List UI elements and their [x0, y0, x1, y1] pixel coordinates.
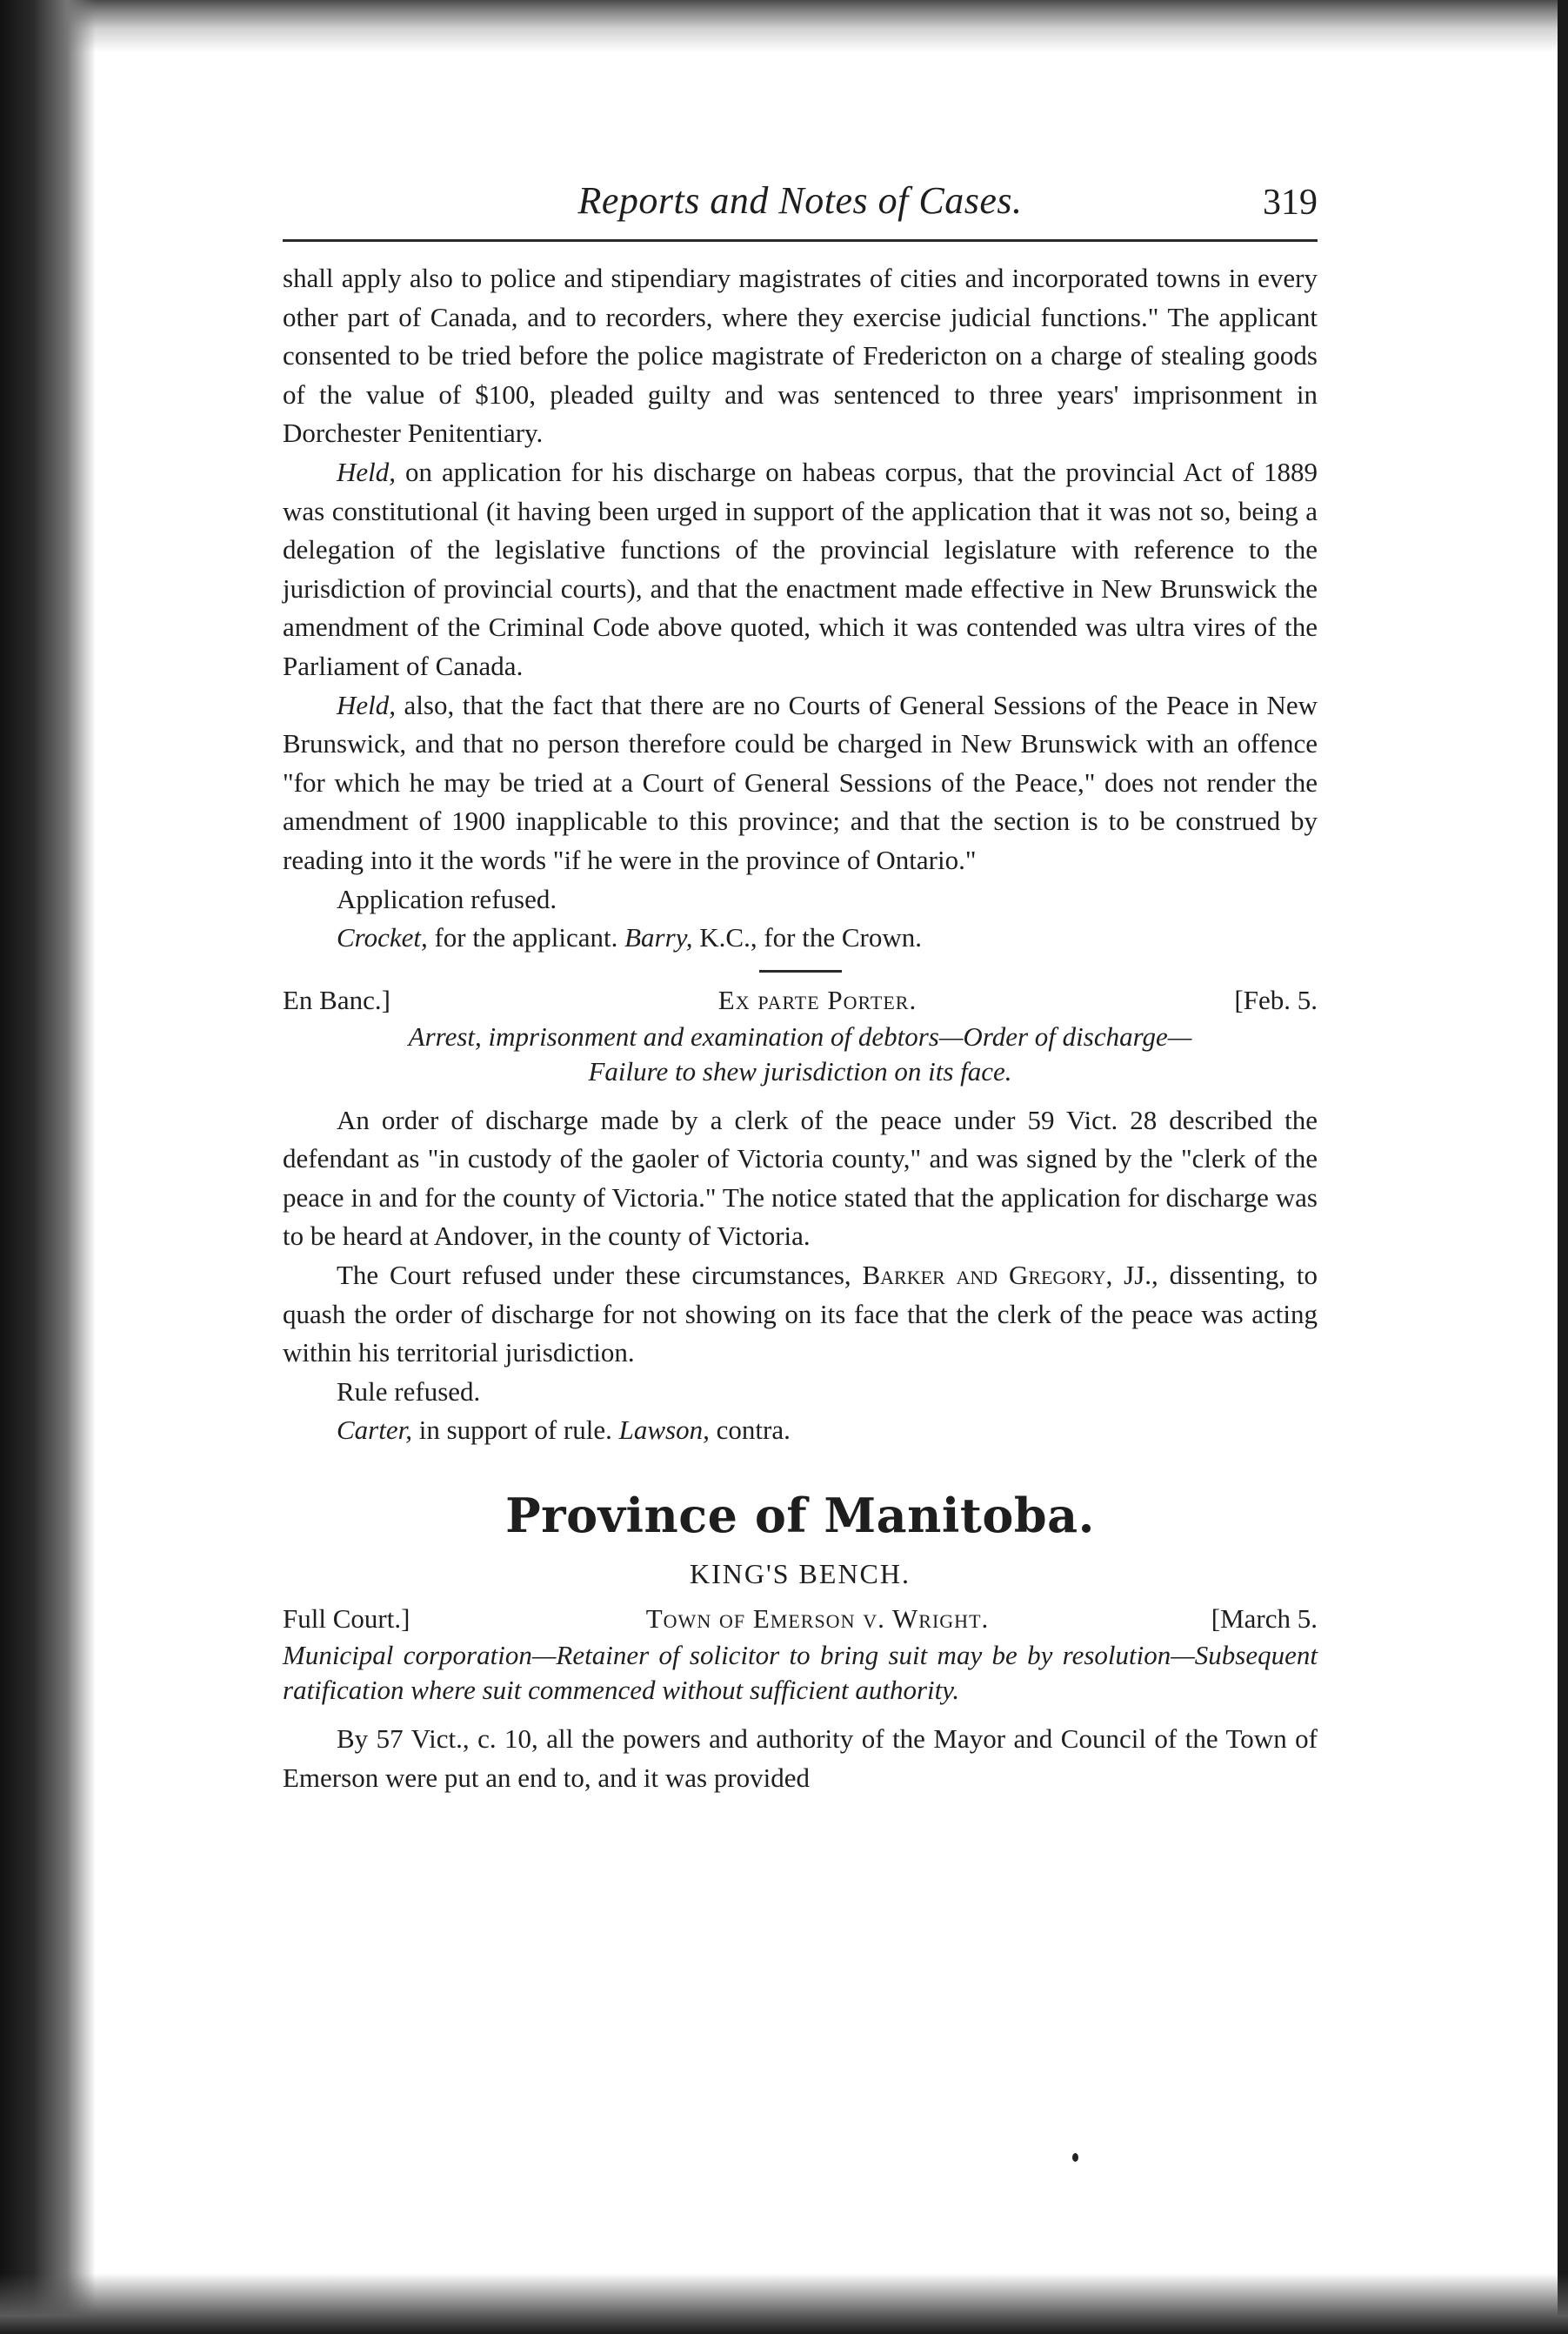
case-heading	[283, 1600, 1318, 1638]
case-result: Application refused.	[337, 883, 557, 914]
province-heading: Province of Manitoba.	[505, 1488, 1095, 1544]
case-text: JJ., dissenting, to quash the order of discharge for not showing on its face that the clerk of the peace was acting within his territorial jurisdiction.	[283, 1260, 1318, 1368]
case-result: Rule refused.	[337, 1375, 481, 1407]
scan-edge-right	[1558, 0, 1568, 2334]
held-paragraph-1	[283, 453, 1318, 686]
case-title: Town of Emerson v. Wright.	[645, 1603, 990, 1635]
case-paragraph	[283, 1256, 1318, 1373]
case-paragraph: An order of discharge made by a clerk of the peace under 59 Vict. 28 described the defendant as "in custody of the gaoler of Victoria county," and was signed by the "clerk of the peace in and for the county of Victoria." The notice stated that the application for discharge was to be heard at Andover, in the county of Victoria.	[283, 1104, 1318, 1252]
case-title: Ex parte Porter.	[717, 984, 917, 1015]
counsel-name: Carter,	[337, 1414, 412, 1446]
held-lead: Held,	[337, 689, 397, 720]
counsel-name: Lawson,	[618, 1414, 710, 1446]
held-text: on application for his discharge on habeas corpus, that the provincial Act of 1889 was constitutional (it having been urged in support of the application that it was not so, being a delegation of the legislative functions of the provincial legislature with reference to the jurisdiction of provincial courts), and that the enactment made effective in New Brunswick the amendment of the Criminal Code above quoted, which it was contended was ultra vires of the Parliament of Canada.	[283, 456, 1318, 681]
counsel-line	[283, 919, 1318, 958]
case-court: Full Court.]	[283, 1603, 410, 1635]
counsel-line	[283, 1411, 1318, 1450]
page-number: 319	[1263, 183, 1318, 223]
scan-edge-left	[0, 0, 96, 2334]
case-paragraph: By 57 Vict., c. 10, all the powers and authority of the Mayor and Council of the Town of Emerson were put an end to, and it was provided	[283, 1723, 1318, 1793]
running-title: Reports and Notes of Cases.	[577, 179, 1023, 222]
case-headnote	[283, 1020, 1318, 1089]
counsel-name: Barry,	[624, 922, 693, 953]
page-body	[283, 259, 1318, 1797]
counsel-text: for the applicant.	[427, 922, 625, 953]
held-text: also, that the fact that there are no Courts of General Sessions of the Peace in New Brunswick, and that no person therefore could be charged in New Brunswick with an offence "for which he may be tried at a Court of General Sessions of the Peace," does not render the amendment of 1900 inapplicable to this province; and that the section is to be construed by reading into it the words "if he were in the province of Ontario."	[283, 689, 1318, 875]
case-date: [Feb. 5.	[1234, 984, 1318, 1015]
held-lead: Held,	[337, 456, 397, 487]
scan-edge-bottom	[0, 2273, 1568, 2334]
case-court: En Banc.]	[283, 984, 390, 1015]
headnote-line: Arrest, imprisonment and examination of debtors—Order of discharge—	[408, 1020, 1192, 1052]
held-paragraph-2	[283, 686, 1318, 880]
case-date: [March 5.	[1211, 1603, 1318, 1635]
scan-edge-top	[0, 0, 1568, 52]
running-header	[283, 178, 1318, 242]
counsel-text: K.C., for the Crown.	[692, 922, 922, 953]
headnote-line: Failure to shew jurisdiction on its face.	[588, 1055, 1012, 1087]
counsel-text: in support of rule.	[412, 1414, 619, 1446]
case-headnote: Municipal corporation—Retainer of solicitor to bring suit may be by resolution—Subsequent ratification where suit commenced without sufficient authority.	[283, 1640, 1318, 1706]
counsel-name: Crocket,	[337, 922, 428, 953]
ink-speck	[1072, 2153, 1078, 2162]
intro-paragraph: shall apply also to police and stipendiary magistrates of cities and incorporated towns in every other part of Canada, and to recorders, where they exercise judicial functions." The applicant consented to be tried before the police magistrate of Fredericton on a charge of stealing goods of the value of $100, pleaded guilty and was sentenced to three years' imprisonment in Dorchester Penitentiary.	[283, 263, 1318, 449]
counsel-text: contra.	[709, 1414, 791, 1446]
case-text: The Court refused under these circumstances,	[337, 1260, 863, 1291]
judges-names: Barker and Gregory,	[862, 1260, 1113, 1291]
court-heading: KING'S BENCH.	[690, 1558, 911, 1590]
case-heading	[283, 981, 1318, 1020]
book-page	[283, 178, 1318, 1797]
section-divider	[759, 970, 842, 973]
